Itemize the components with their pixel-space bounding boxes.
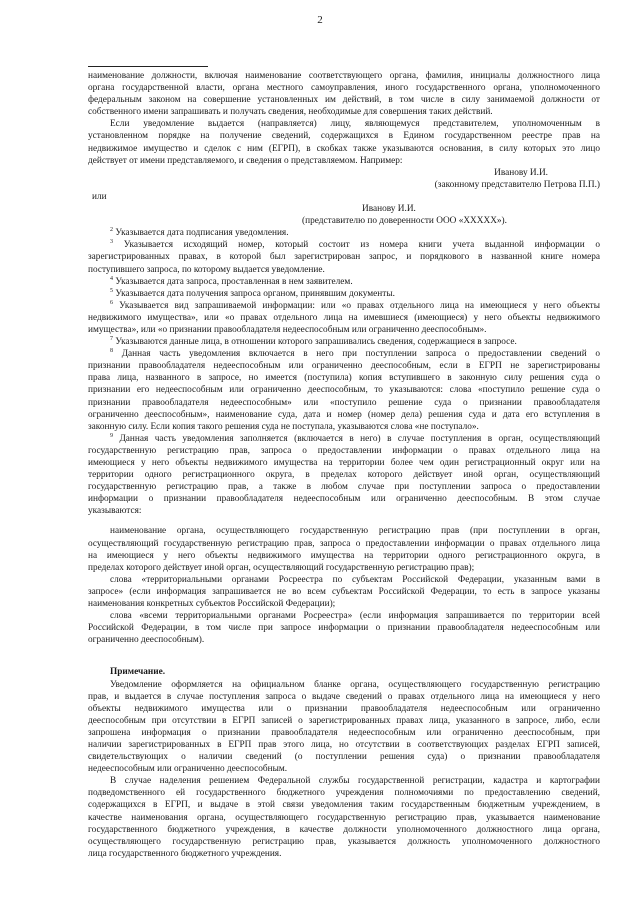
example-1-note: (законному представителю Петрова П.П.) bbox=[434, 179, 600, 190]
footnote-8 bbox=[88, 348, 600, 433]
text-line: Указывается вид запрашиваемой информации: или «о правах отдельного лица на имеющиеся у него объекты bbox=[119, 300, 600, 311]
text-line: подведомственного ей государственного бюджетного учреждения полномочиями по предоставлению сведений, bbox=[88, 788, 600, 799]
text-line: Уведомление оформляется на официальном бланке органа, осуществляющего государственную регистрацию bbox=[110, 679, 600, 690]
example-1-name: Иванову И.И. bbox=[494, 167, 548, 178]
page-number: 2 bbox=[317, 14, 323, 26]
text-line: указываются: bbox=[88, 506, 142, 517]
text-line: права лица, названного в запросе, но имеется (поступила) копия вступившего в законную силу решения суда о bbox=[88, 373, 600, 384]
text-line: территории одного регистрационного округа, в пределах которого действует иной орган, осуществляющий bbox=[88, 470, 600, 481]
text-line: качестве наименования органа, осуществляющего государственную регистрацию прав, указывается наименование bbox=[88, 812, 600, 823]
footnote-5 bbox=[88, 288, 600, 300]
footnote-number: 6 bbox=[110, 299, 113, 306]
text-line: Указывается дата получения запроса органом, принявшим документы. bbox=[115, 288, 395, 299]
text-line: лица государственного бюджетного учреждения. bbox=[88, 848, 282, 859]
text-line: слова «территориальными органами Росреестра по субъектам Российской Федерации, указанным вами в bbox=[110, 574, 600, 585]
footnote-3 bbox=[88, 239, 600, 275]
footnote-2 bbox=[88, 227, 600, 239]
text-line: Данная часть уведомления заполняется (включается в него) в случае поступления в орган, осуществляющий bbox=[119, 433, 600, 444]
text-line: запрошена информация о признании правообладателя недееспособным или ограниченно дееспособным, при bbox=[88, 727, 600, 738]
text-line: государственную регистрацию прав, а также в любом случае при поступлении запроса о предоставлении bbox=[88, 482, 600, 493]
footnote-9-item-organ bbox=[88, 525, 600, 573]
note-paragraph-2 bbox=[88, 775, 600, 860]
text-line: содержащихся в ЕГРП, и выдаче в этой связи уведомления таким государственным бюджетным учреждением, в bbox=[88, 800, 600, 811]
text-line: объекты недвижимого имущества или о признании правообладателя недееспособным или ограниченно bbox=[88, 703, 600, 714]
text-line: В случае наделения решением Федеральной службы государственной регистрации, кадастра и картографии bbox=[110, 776, 600, 787]
text-line: признании его недееспособным или ограниченно дееспособным, то указываются: слова «поступило решение суда о bbox=[88, 385, 600, 396]
text-line: наименование должности, включая наименование соответствующего органа, фамилия, инициалы должностного лица bbox=[88, 71, 600, 81]
footnote-7 bbox=[88, 336, 600, 348]
intro-paragraph bbox=[88, 70, 600, 118]
text-line: осуществляющий государственную регистрацию прав, запроса о предоставлении информации о правах отдельного лица bbox=[88, 538, 600, 549]
text-line: наименования конкретных субъектов Российской Федерации); bbox=[88, 599, 336, 610]
note-paragraph-1 bbox=[88, 679, 600, 776]
text-line: Если уведомление выдается (направляется) лицу, являющемуся представителем, уполномоченным в bbox=[110, 119, 600, 130]
text-line: запросе» (если информация запрашивается не во всем субъектам Российской Федерации, то есть в запросе указаны bbox=[88, 586, 600, 597]
example-2-note: (представителю по доверенности ООО «XXXXX»). bbox=[302, 216, 507, 227]
text-line: имеющиеся у него объекты недвижимого имущества на территории более чем один регистрационный округ или на bbox=[88, 458, 600, 468]
text-line: прав, и выдается в случае поступления запроса о выдаче сведений о правах отдельного лица на имеющиеся у него bbox=[88, 691, 600, 702]
text-line: свидетельствующих о наличии сведений (о поступлении решения суда) о признании правообладателя bbox=[88, 752, 600, 763]
footnote-6 bbox=[88, 300, 600, 336]
footnote-number: 9 bbox=[110, 432, 113, 439]
footnote-number: 2 bbox=[110, 227, 113, 234]
text-line: недвижимое имущество и сделок с ним (ЕГРП), в скобках также указываются основания, в силу которых это лицо bbox=[88, 143, 600, 154]
text-line: поступившего запроса, по которому выдается уведомление. bbox=[88, 264, 325, 275]
text-line: действует от имени представляемого, и сведения о представляемом. Например: bbox=[88, 155, 403, 166]
text-line: ограниченно дееспособным). bbox=[88, 635, 205, 646]
footnote-number: 7 bbox=[110, 335, 113, 342]
text-line: установленном порядке на получение сведений, содержащихся в Едином государственном реестре прав на bbox=[88, 131, 600, 142]
text-line: собственного имени запрашивать и получать сведения, необходимые для совершения таких действий. bbox=[88, 107, 493, 118]
example-2-name: Иванову И.И. bbox=[362, 204, 416, 215]
footnote-number: 5 bbox=[110, 287, 113, 294]
text-line: пределах которого действует иной орган, осуществляющий государственную регистрацию прав); bbox=[88, 562, 475, 573]
text-line: дееспособным при отсутствии в ЕГРП записей о зарегистрированных правах лица, указанного в запросе, либо, если bbox=[88, 715, 600, 726]
note-title: Примечание. bbox=[110, 667, 166, 678]
footnote-9 bbox=[88, 433, 600, 518]
text-line: недвижимого имущества», или «о правах отдельного лица на имевшиеся (имеющиеся) у него объекты недвижимого bbox=[88, 312, 600, 323]
text-line: слова «всеми территориальными органами Росреестра» (если информация запрашивается по территории всей bbox=[110, 611, 600, 622]
text-line: ограниченно дееспособным», наименование суда, дата и номер (номер дела) решения суда и дата его вступления в bbox=[88, 409, 600, 420]
footnote-number: 3 bbox=[110, 239, 113, 246]
text-line: Указываются данные лица, в отношении которого запрашивались сведения, содержащиеся в запросе. bbox=[115, 337, 517, 348]
text-line: имущества», или «о признании правообладателя недееспособным или ограниченно дееспособным». bbox=[88, 324, 487, 335]
text-line: Указывается дата подписания уведомления. bbox=[115, 228, 289, 239]
representative-paragraph bbox=[88, 118, 600, 166]
text-line: государственную регистрацию прав, запроса о предоставлении информации о правах отдельного лица на bbox=[88, 445, 600, 456]
footnote-9-item-all bbox=[88, 610, 600, 646]
text-line: осуществляющего государственную регистрацию прав, указывается должность уполномоченного должностного bbox=[88, 836, 600, 847]
text-line: признании правообладателя недееспособным» или «поступило решение суда о признании правообладателя bbox=[88, 397, 600, 408]
text-line: Данная часть уведомления включается в него при поступлении запроса о предоставлении сведений о bbox=[121, 349, 600, 360]
footnote-separator bbox=[88, 66, 208, 67]
or-word: или bbox=[92, 191, 107, 202]
document-body bbox=[88, 70, 600, 860]
text-line: федеральным законом на совершение установленных им действий, в том числе в силу занимаемой должности от bbox=[88, 95, 600, 106]
text-line: признании правообладателя недееспособным или ограниченно дееспособным, если в ЕГРП не зарегистрированы bbox=[88, 361, 600, 372]
text-line: наименование органа, осуществляющего государственную регистрацию прав (при поступлении в орган, bbox=[110, 526, 600, 537]
text-line: зарегистрированных правах, в которой был зарегистрирован запрос, и порядкового в названной книге номера bbox=[88, 252, 600, 263]
footnote-number: 8 bbox=[110, 348, 113, 355]
footnote-9-item-territorial bbox=[88, 574, 600, 610]
text-line: Указывается дата запроса, проставленная в нем заявителем. bbox=[115, 276, 353, 287]
text-line: государственного бюджетного учреждения, в качестве должности уполномоченного должностного лица органа, bbox=[88, 824, 600, 835]
footnote-4 bbox=[88, 276, 600, 288]
text-line: Указывается исходящий номер, который состоит из номера книги учета выданной информации о bbox=[123, 240, 600, 251]
text-line: наличии зарегистрированных в ЕГРП прав этого лица, но отсутствии в соответствующих разделах ЕГРП записей, bbox=[88, 739, 600, 750]
text-line: на имеющиеся у него объекты недвижимого имущества на территории одного регистрационного округа, в bbox=[88, 550, 600, 561]
footnote-number: 4 bbox=[110, 275, 113, 282]
text-line: Российской Федерации, в том числе при запросе информации о признании правообладателя недееспособным или bbox=[88, 623, 600, 634]
text-line: органа государственной власти, органа местного самоуправления, иного государственного органа, уполномоченного bbox=[88, 83, 600, 94]
text-line: законную силу. Если копия такого решения суда не поступала, указываются слова «не поступало». bbox=[88, 421, 479, 432]
text-line: недееспособным или ограниченно дееспособным. bbox=[88, 764, 288, 775]
text-line: информации о признании правообладателя недееспособным или ограниченно дееспособным. В этом случае bbox=[88, 494, 600, 505]
